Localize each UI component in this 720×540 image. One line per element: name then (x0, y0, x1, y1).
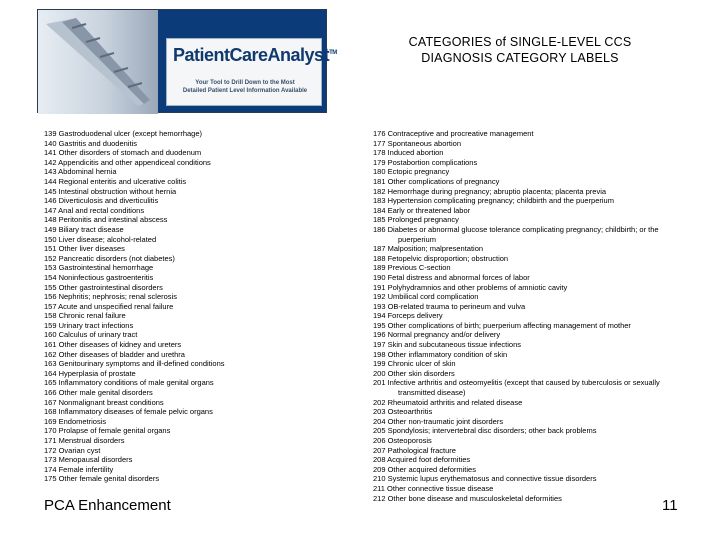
category-item: 176 Contraceptive and procreative management (373, 129, 534, 138)
category-item: 174 Female infertility (44, 464, 114, 474)
page-number: 11 (662, 497, 678, 514)
category-item: 196 Normal pregnancy and/or delivery (373, 330, 501, 340)
category-item: 195 Other complications of birth; puerperium affecting management of mother (373, 320, 631, 330)
category-item: 173 Menopausal disorders (44, 455, 133, 465)
category-item: 144 Regional enteritis and ulcerative colitis (44, 176, 187, 186)
category-item: 158 Chronic renal failure (44, 311, 126, 321)
category-item: 185 Prolonged pregnancy (373, 215, 459, 225)
category-item: 169 Endometriosis (44, 416, 107, 426)
category-item: 191 Polyhydramnios and other problems of amniotic cavity (373, 282, 568, 292)
category-item: 192 Umbilical cord complication (373, 292, 479, 302)
category-item: 156 Nephritis; nephrosis; renal sclerosis (44, 292, 177, 302)
right-category-list (373, 129, 673, 503)
category-item: 143 Abdominal hernia (44, 167, 117, 177)
category-item: 189 Previous C-section (373, 263, 451, 273)
category-item: 206 Osteoporosis (373, 436, 432, 445)
category-item: 193 OB-related trauma to perineum and vulva (373, 301, 526, 311)
category-item: 209 Other acquired deformities (373, 464, 476, 474)
category-item: 162 Other diseases of bladder and urethra (44, 349, 185, 359)
category-item: 151 Other liver diseases (44, 244, 125, 254)
category-item: 148 Peritonitis and intestinal abscess (44, 215, 168, 225)
category-item: 201 Infective arthritis and osteomyelitis (except that caused by tuberculosis or sexually transmitted disease) (373, 378, 660, 398)
category-item: 208 Acquired foot deformities (373, 455, 471, 465)
category-item: 149 Biliary tract disease (44, 224, 124, 234)
category-item: 172 Ovarian cyst (44, 445, 101, 455)
category-item: 202 Rheumatoid arthritis and related disease (373, 397, 523, 407)
left-category-list (44, 129, 344, 484)
category-item: 210 Systemic lupus erythematosus and connective tissue disorders (373, 474, 597, 484)
category-item: 204 Other non-traumatic joint disorders (373, 416, 504, 426)
footer-label: PCA Enhancement (44, 497, 171, 514)
category-item: 157 Acute and unspecified renal failure (44, 301, 174, 311)
category-item: 211 Other connective tissue disease (373, 483, 494, 493)
category-item: 155 Other gastrointestinal disorders (44, 282, 163, 292)
slide-title (360, 34, 680, 66)
category-item: 141 Other disorders of stomach and duodenum (44, 148, 202, 158)
logo-text: PatientCareAnalyst (173, 45, 330, 65)
logo (173, 45, 337, 66)
category-item: 183 Hypertension complicating pregnancy; childbirth and the puerperium (373, 196, 614, 206)
category-item: 171 Menstrual disorders (44, 436, 125, 445)
category-item: 142 Appendicitis and other appendiceal conditions (44, 157, 211, 167)
category-item: 164 Hyperplasia of prostate (44, 368, 136, 378)
category-item: 159 Urinary tract infections (44, 320, 134, 330)
category-item: 147 Anal and rectal conditions (44, 205, 145, 215)
category-item: 188 Fetopelvic disproportion; obstruction (373, 253, 509, 263)
category-item: 194 Forceps delivery (373, 311, 443, 321)
category-item: 152 Pancreatic disorders (not diabetes) (44, 253, 175, 263)
category-item: 212 Other bone disease and musculoskeletal deformities (373, 493, 562, 503)
category-item: 190 Fetal distress and abnormal forces of labor (373, 272, 530, 282)
category-item: 168 Inflammatory diseases of female pelvic organs (44, 407, 213, 417)
category-item: 139 Gastroduodenal ulcer (except hemorrhage) (44, 129, 203, 138)
category-item: 166 Other male genital disorders (44, 388, 153, 398)
category-item: 146 Diverticulosis and diverticulitis (44, 196, 159, 206)
category-item: 199 Chronic ulcer of skin (373, 359, 456, 369)
category-item: 187 Malposition; malpresentation (373, 244, 484, 254)
category-item: 160 Calculus of urinary tract (44, 330, 138, 340)
category-item: 145 Intestinal obstruction without hernia (44, 186, 177, 196)
category-item: 178 Induced abortion (373, 148, 444, 158)
category-item: 163 Genitourinary symptoms and ill-defined conditions (44, 359, 225, 369)
banner-light-panel (38, 10, 158, 114)
title-line-2: DIAGNOSIS CATEGORY LABELS (421, 51, 619, 65)
category-item: 198 Other inflammatory condition of skin (373, 349, 508, 359)
drill-bit-icon (42, 14, 154, 110)
category-item: 184 Early or threatened labor (373, 205, 471, 215)
category-item: 177 Spontaneous abortion (373, 138, 461, 148)
title-line-1: CATEGORIES of SINGLE-LEVEL CCS (408, 35, 632, 49)
category-item: 197 Skin and subcutaneous tissue infections (373, 340, 522, 350)
category-item: 165 Inflammatory conditions of male genital organs (44, 378, 214, 388)
category-item: 181 Other complications of pregnancy (373, 176, 500, 186)
tagline (175, 79, 315, 95)
category-item: 200 Other skin disorders (373, 368, 455, 378)
trademark: TM (329, 50, 337, 56)
tagline-line-1: Your Tool to Drill Down to the Most (195, 80, 295, 86)
category-item: 154 Noninfectious gastroenteritis (44, 272, 154, 282)
category-item: 161 Other diseases of kidney and ureters (44, 340, 182, 350)
tagline-line-2: Detailed Patient Level Information Available (182, 88, 308, 94)
product-banner (37, 9, 337, 113)
category-item: 186 Diabetes or abnormal glucose tolerance complicating pregnancy; childbirth; or the puerperium (373, 224, 659, 244)
category-item: 179 Postabortion complications (373, 157, 478, 167)
category-item: 203 Osteoarthritis (373, 407, 433, 417)
logo-panel (166, 38, 337, 106)
category-item: 150 Liver disease; alcohol-related (44, 234, 157, 244)
category-item: 182 Hemorrhage during pregnancy; abruptio placenta; placenta previa (373, 186, 607, 196)
category-item: 205 Spondylosis; intervertebral disc disorders; other back problems (373, 426, 597, 436)
category-item: 170 Prolapse of female genital organs (44, 426, 171, 436)
category-item: 207 Pathological fracture (373, 445, 456, 455)
category-item: 140 Gastritis and duodenitis (44, 138, 137, 148)
category-item: 153 Gastrointestinal hemorrhage (44, 263, 154, 273)
category-item: 167 Nonmalignant breast conditions (44, 397, 164, 407)
category-item: 180 Ectopic pregnancy (373, 167, 450, 177)
category-item: 175 Other female genital disorders (44, 474, 160, 484)
